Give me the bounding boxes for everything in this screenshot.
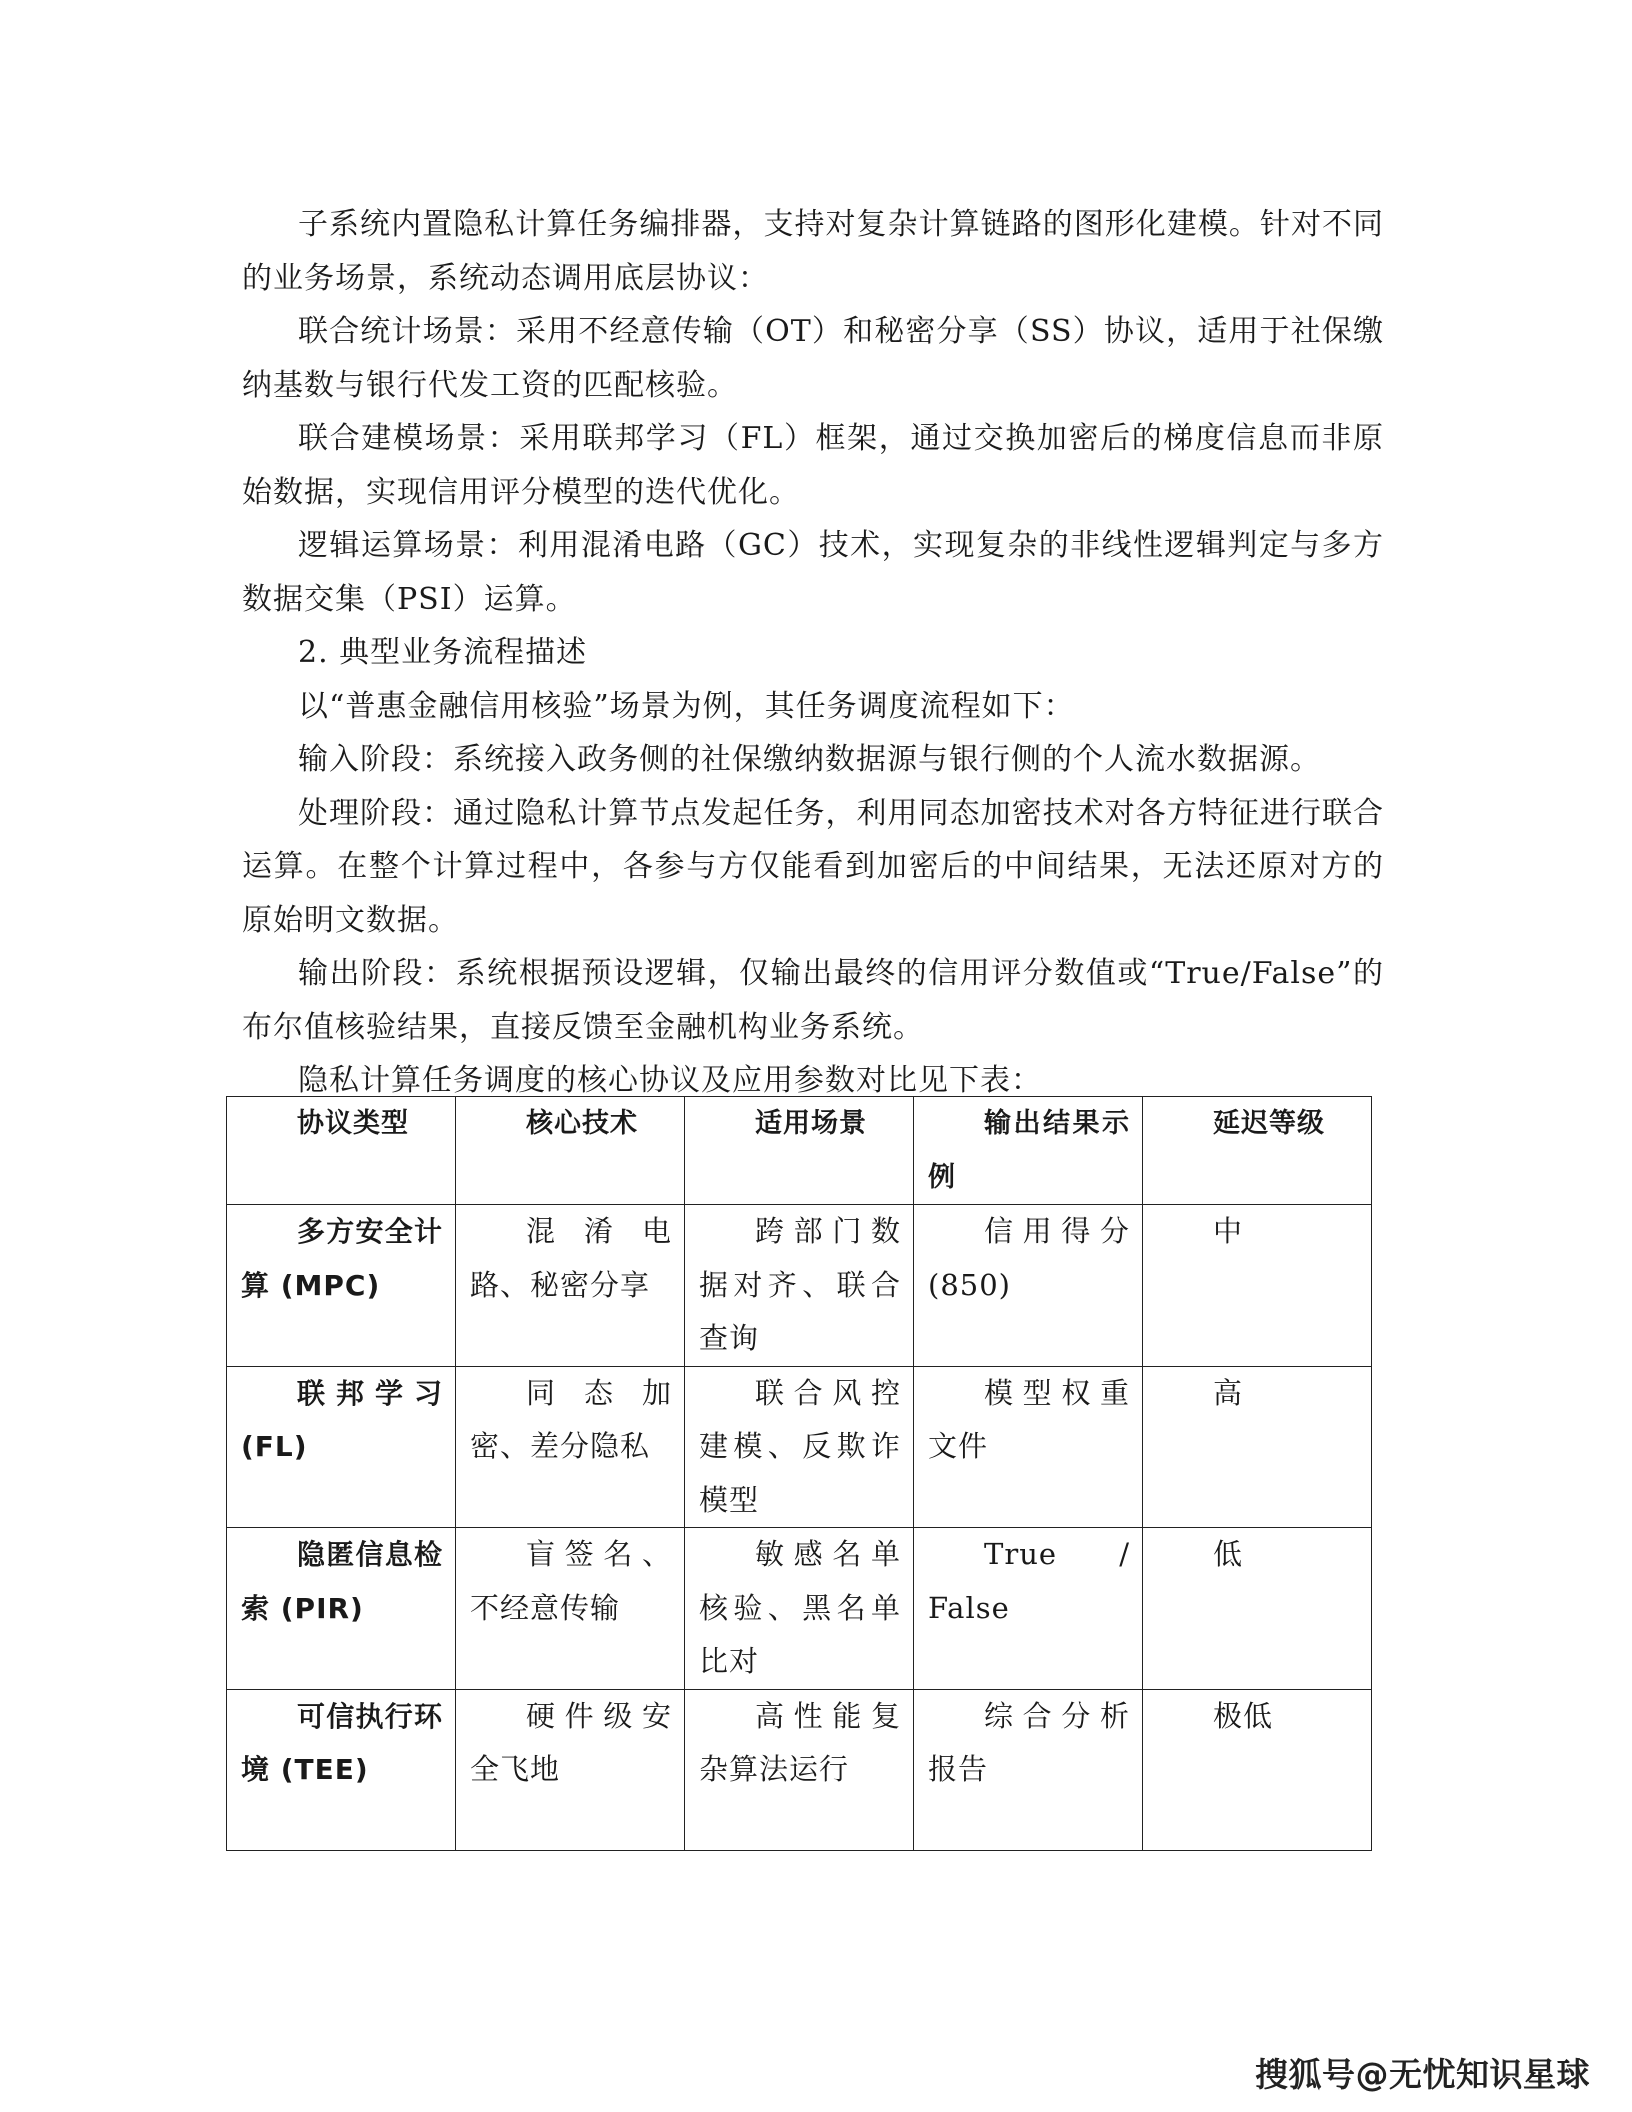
cell-output: 综合分析报告 [914, 1689, 1143, 1850]
protocol-comparison-table [226, 1096, 1372, 1851]
cell-technology: 同态加密、差分隐私 [456, 1366, 685, 1528]
cell-protocol: 多方安全计算 (MPC) [227, 1205, 456, 1367]
header-output-example: 输出结果示例 [914, 1097, 1143, 1205]
section-heading: 2. 典型业务流程描述 [298, 635, 588, 670]
table-header-row [227, 1097, 1372, 1205]
header-latency-level: 延迟等级 [1143, 1097, 1372, 1205]
cell-technology: 硬件级安全飞地 [456, 1689, 685, 1850]
cell-latency: 高 [1143, 1366, 1372, 1528]
paragraph-joint-modeling: 联合建模场景：采用联邦学习（FL）框架，通过交换加密后的梯度信息而非原始数据，实现信用评分模型的迭代优化。 [242, 421, 1384, 510]
paragraph-scenario-intro: 以“普惠金融信用核验”场景为例，其任务调度流程如下： [298, 688, 1075, 724]
cell-protocol: 可信执行环境 (TEE) [227, 1689, 456, 1850]
cell-scenario: 联合风控建模、反欺诈模型 [685, 1366, 914, 1528]
paragraph-joint-statistics: 联合统计场景：采用不经意传输（OT）和秘密分享（SS）协议，适用于社保缴纳基数与银行代发工资的匹配核验。 [242, 314, 1384, 403]
source-watermark: 搜狐号@无忧知识星球 [1255, 2055, 1590, 2094]
table-row [227, 1689, 1372, 1850]
header-protocol-type: 协议类型 [227, 1097, 456, 1205]
cell-latency: 中 [1143, 1205, 1372, 1367]
cell-latency: 低 [1143, 1528, 1372, 1690]
paragraph-output-stage: 输出阶段：系统根据预设逻辑，仅输出最终的信用评分数值或“True/False”的布尔值核验结果，直接反馈至金融机构业务系统。 [242, 956, 1384, 1045]
table-row [227, 1366, 1372, 1528]
cell-protocol: 联邦学习(FL) [227, 1366, 456, 1528]
paragraph-processing-stage: 处理阶段：通过隐私计算节点发起任务，利用同态加密技术对各方特征进行联合运算。在整个计算过程中，各参与方仅能看到加密后的中间结果，无法还原对方的原始明文数据。 [242, 795, 1384, 938]
cell-scenario: 高性能复杂算法运行 [685, 1689, 914, 1850]
cell-output: True / False [914, 1528, 1143, 1690]
cell-output: 模型权重文件 [914, 1366, 1143, 1528]
cell-scenario: 跨部门数据对齐、联合查询 [685, 1205, 914, 1367]
table-row [227, 1205, 1372, 1367]
header-core-technology: 核心技术 [456, 1097, 685, 1205]
cell-latency: 极低 [1143, 1689, 1372, 1850]
paragraph-orchestrator: 子系统内置隐私计算任务编排器，支持对复杂计算链路的图形化建模。针对不同的业务场景，系统动态调用底层协议： [242, 207, 1384, 296]
cell-output: 信用得分(850) [914, 1205, 1143, 1367]
cell-scenario: 敏感名单核验、黑名单比对 [685, 1528, 914, 1690]
table-row [227, 1528, 1372, 1690]
paragraph-logic-operation: 逻辑运算场景：利用混淆电路（GC）技术，实现复杂的非线性逻辑判定与多方数据交集（PSI）运算。 [242, 528, 1384, 617]
paragraph-input-stage: 输入阶段：系统接入政务侧的社保缴纳数据源与银行侧的个人流水数据源。 [298, 742, 1321, 777]
document-body [242, 198, 1384, 1108]
header-applicable-scenario: 适用场景 [685, 1097, 914, 1205]
cell-protocol: 隐匿信息检索 (PIR) [227, 1528, 456, 1690]
cell-technology: 混淆电路、秘密分享 [456, 1205, 685, 1367]
cell-technology: 盲签名、不经意传输 [456, 1528, 685, 1690]
table-caption: 隐私计算任务调度的核心协议及应用参数对比见下表： [298, 1063, 1042, 1098]
